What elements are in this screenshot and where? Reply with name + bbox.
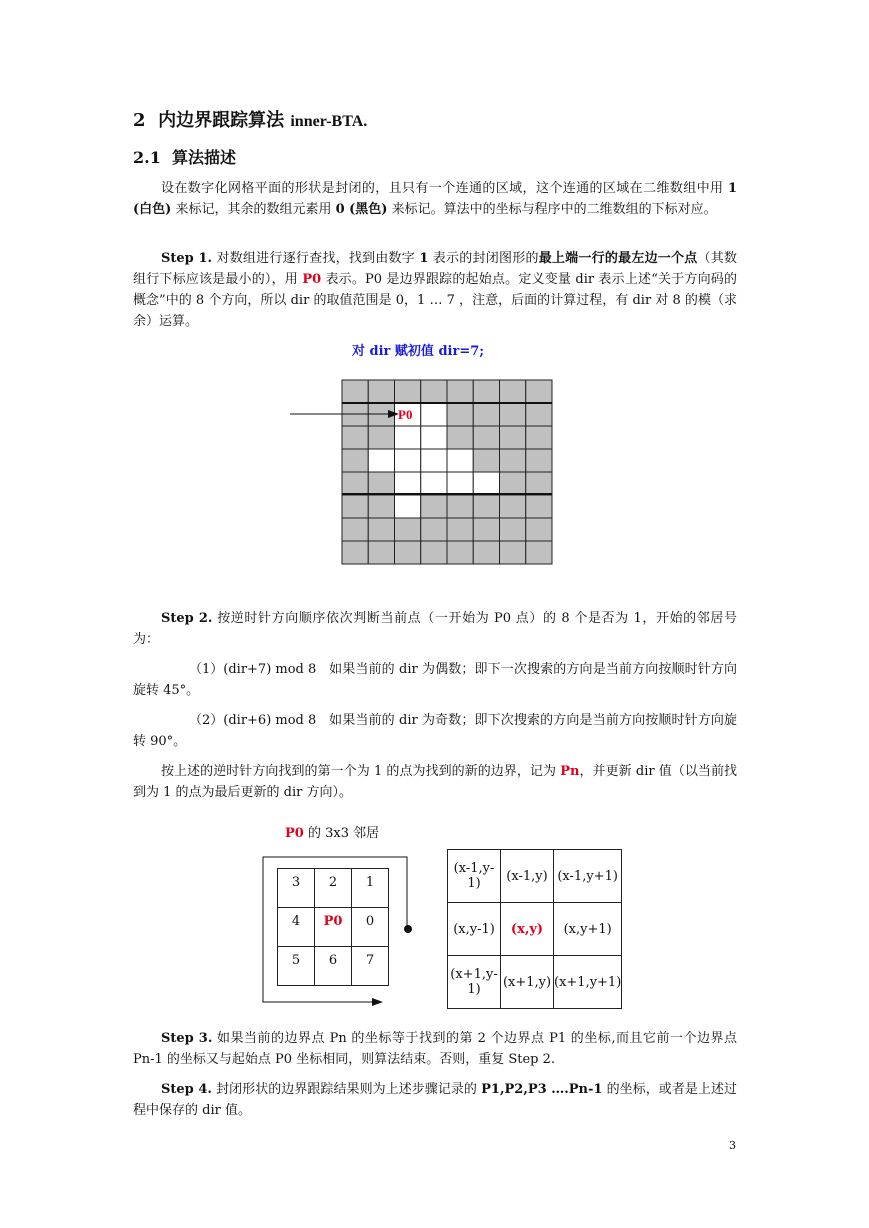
step4-text-1: 封闭形状的边界跟踪结果则为上述步骤记录的 [211,1082,482,1097]
grid-cell [342,495,368,518]
grid-cell [473,541,499,564]
dir-cell: 3 [278,869,315,908]
loop-start-dot [404,925,412,933]
grid-cell [368,380,394,403]
grid-cell [473,472,499,495]
coord-cell: (x,y-1) [448,903,501,956]
step1-p0: P0 [302,272,322,287]
p0-label: P0 [398,407,413,422]
grid-cell [500,380,526,403]
grid-cell [447,403,473,426]
table-row [448,956,622,1009]
intro-text-2: 来标记，其余的数组元素用 [171,202,336,217]
subsection-number: 2.1 [133,148,161,167]
grid-cell [526,426,552,449]
coord-cell: (x-1,y+1) [554,850,622,903]
caption-p0: P0 [285,826,304,841]
dir-cell: 4 [278,908,315,947]
grid-cell [473,449,499,472]
grid-cell [447,426,473,449]
step3-label: Step 3. [161,1031,213,1046]
step2-paragraph [133,608,737,650]
table-row [448,903,622,956]
grid-cell [395,495,421,518]
conclusion-text-1: 按上述的逆时针方向找到的第一个为 1 的点为找到的新的边界，记为 [161,764,561,779]
case1-label: （1）(dir+7) mod 8 [189,662,317,677]
grid-cell [447,495,473,518]
figure2-caption [285,822,379,841]
grid-cell [500,472,526,495]
grid-cell [500,495,526,518]
grid-cell [342,518,368,541]
case2-text: 如果当前的 dir 为奇数；即下次搜索的方向是当前方向按顺时针方向旋转 90°。 [133,713,737,749]
dir-cell: 7 [352,947,389,986]
table-row [278,908,389,947]
subsection-title: 算法描述 [171,148,236,167]
step1-text-3: （其数组行下标应该是最小的），用 [133,251,737,287]
grid-cell [421,495,447,518]
case1-text: 如果当前的 dir 为偶数；即下一次搜索的方向是当前方向按顺时针方向旋转 45°。 [133,662,737,698]
grid-cell [421,380,447,403]
step2-label: Step 2. [161,611,213,626]
step2-text: 按逆时针方向顺序依次判断当前点（一开始为 P0 点）的 8 个是否为 1，开始的邻居号为： [133,611,738,647]
grid-cell [526,541,552,564]
figure1-title: 对 dir 赋初值 dir=7; [352,344,485,359]
grid-cell [421,403,447,426]
grid-cell [447,380,473,403]
grid-cell [526,403,552,426]
dir-cell: 2 [315,869,352,908]
grid-cell [395,426,421,449]
grid-cell [500,403,526,426]
grid-cell [500,449,526,472]
section-title: 内边界跟踪算法 [158,110,285,131]
loop-arrow-head [372,998,383,1006]
grid-cell [368,472,394,495]
caption-text: 的 3x3 邻居 [303,826,380,841]
grid-cell [473,403,499,426]
grid-cell [342,541,368,564]
grid-cell [395,541,421,564]
direction-code-table [277,868,389,986]
grid-cell [421,449,447,472]
dir-cell: 6 [315,947,352,986]
grid-cell [342,426,368,449]
step4-paragraph [133,1079,737,1121]
table-row [448,850,622,903]
step1-text-1: 对数组进行逐行查找，找到由数字 [212,251,420,266]
grid-cell [473,380,499,403]
step4-points: P1,P2,P3 ….Pn-1 [481,1082,603,1097]
coord-cell: (x+1,y+1) [554,956,622,1009]
step1-text-4: 表示。P0 是边界跟踪的起始点。定义变量 dir 表示上述“关于方向码的概念”中的 8 个方向，所以 dir 的取值范围是 0，1 … 7 ，注意，后面的计算过程，有 dir 对 8 的模（求余）运算。 [133,272,737,329]
grid-cell [342,472,368,495]
grid-cell [526,380,552,403]
step4-label: Step 4. [161,1082,212,1097]
intro-text-3: 来标记。算法中的坐标与程序中的二维数组的下标对应。 [387,202,717,217]
step1-text-2: 表示的封闭图形的 [428,251,539,266]
section-number: 2 [133,110,146,131]
step1-emphasis: 最上端一行的最左边一个点 [538,251,698,266]
grid-cell [342,449,368,472]
dir-cell: 1 [352,869,389,908]
coord-cell: (x+1,y-1) [448,956,501,1009]
intro-white-label: 1 (白色) [133,181,737,217]
step1-one: 1 [419,251,429,266]
intro-black-label: 0 (黑色) [335,202,388,217]
step3-text: 如果当前的边界点 Pn 的坐标等于找到的第 2 个边界点 P1 的坐标,而且它前一个边界点 Pn-1 的坐标又与起始点 P0 坐标相同，则算法结束。否则，重复 Step 2. [133,1031,737,1067]
step4-text-2: 的坐标，或者是上述过程中保存的 dir 值。 [133,1082,738,1118]
dir-cell: 0 [352,908,389,947]
coord-cell: (x,y+1) [554,903,622,956]
grid-cell [395,449,421,472]
grid-cell [342,380,368,403]
grid-cell [526,518,552,541]
grid-cell [395,472,421,495]
grid-cell [395,518,421,541]
section-title-en: inner-BTA. [290,113,368,130]
grid-cell [447,472,473,495]
step2-case1 [133,659,737,701]
grid-cell [473,495,499,518]
page-number: 3 [729,1139,736,1152]
grid-cell [368,495,394,518]
grid-cell [500,541,526,564]
case2-label: （2）(dir+6) mod 8 [189,713,317,728]
grid-cell [368,518,394,541]
conclusion-text-2: ，并更新 dir 值（以当前找到为 1 的点为最后更新的 dir 方向）。 [133,764,737,800]
intro-text-1: 设在数字化网格平面的形状是封闭的，且只有一个连通的区域，这个连通的区域在二维数组中用 [161,181,728,196]
step1-label: Step 1. [161,251,213,266]
step2-conclusion [133,761,737,803]
grid-cell [500,426,526,449]
grid-cell [500,518,526,541]
grid-cell [395,380,421,403]
grid-cell [368,426,394,449]
grid-cell [421,541,447,564]
step2-case2 [133,710,737,752]
grid-cell [473,426,499,449]
grid-cell [421,518,447,541]
grid-cell [447,449,473,472]
figure1-grid [0,0,869,600]
coord-cell: (x-1,y) [501,850,554,903]
pn-label: Pn [560,764,580,779]
grid-cell [526,495,552,518]
coordinate-table [447,849,622,1009]
grid-cell [421,472,447,495]
grid-cell [447,518,473,541]
grid-cell [421,426,447,449]
table-row [278,947,389,986]
grid-cell [447,541,473,564]
coord-cell: (x-1,y-1) [448,850,501,903]
grid-cell [368,541,394,564]
coord-cell: (x+1,y) [501,956,554,1009]
dir-cell-center: P0 [315,908,352,947]
table-row [278,869,389,908]
grid-cell [526,449,552,472]
dir-cell: 5 [278,947,315,986]
step3-paragraph [133,1028,737,1070]
coord-cell-center: (x,y) [501,903,554,956]
grid-cell [368,449,394,472]
grid-cell [473,518,499,541]
grid-cell [526,472,552,495]
